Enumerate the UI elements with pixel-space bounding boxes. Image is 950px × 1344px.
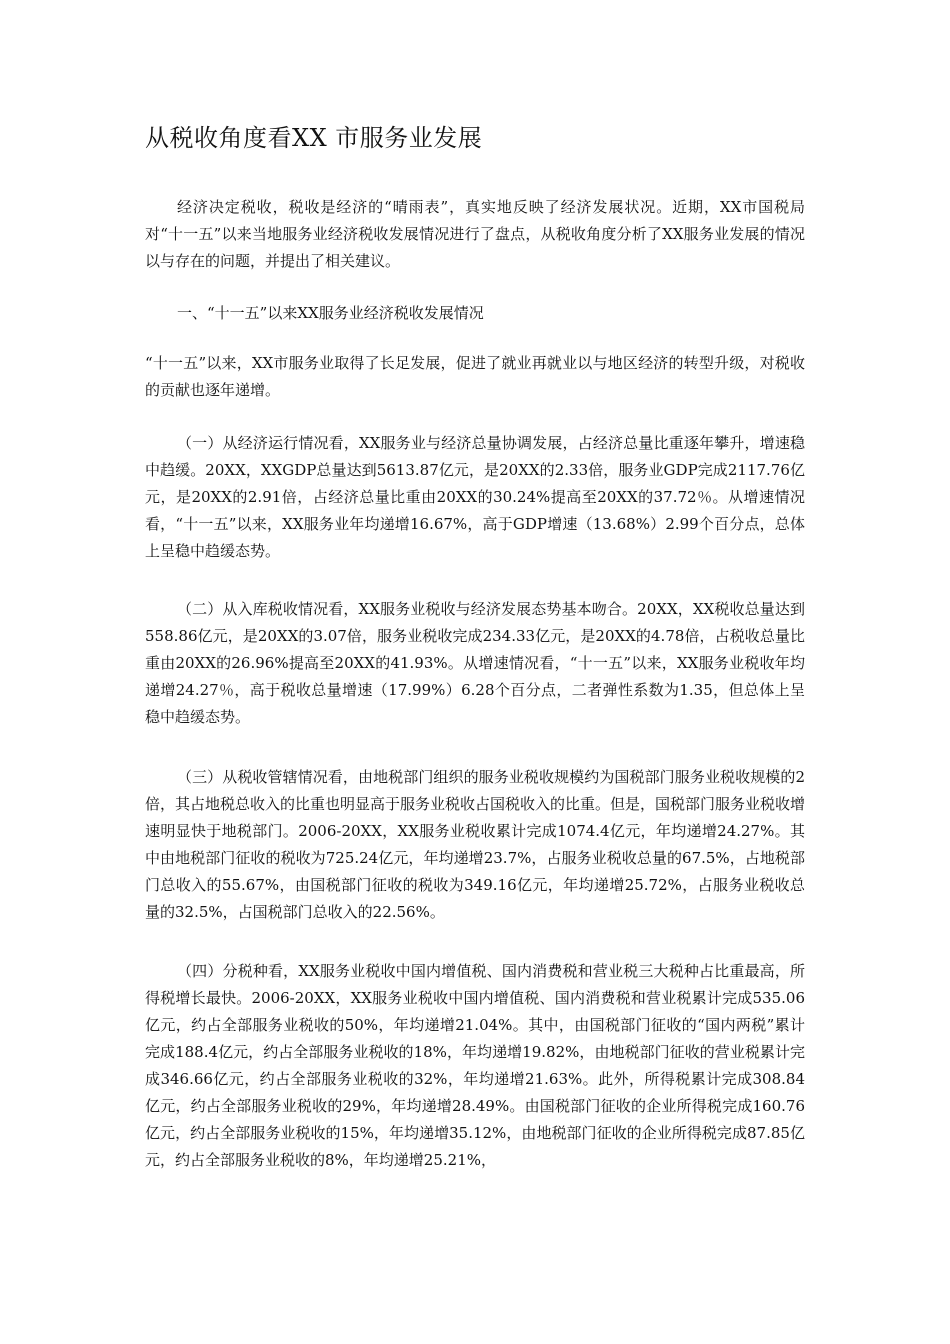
paragraph-tax-types: （四）分税种看，XX服务业税收中国内增值税、国内消费税和营业税三大税种占比重最高，所得税增长最快。2006-20XX，XX服务业税收中国内增值税、国内消费税和营业税累计完成535.06亿元，约占全部服务业税收的50%，年均递增21.04%。其中，由国税部门征收的“国内两税”累计完成188.4亿元，约占全部服务业税收的18%，年均递增19.82%，由地税部门征收的营业税累计完成346.66亿元，约占全部服务业税收的32%，年均递增21.63%。此外，所得税累计完成308.84亿元，约占全部服务业税收的29%，年均递增28.49%。由国税部门征收的企业所得税完成160.76亿元，约占全部服务业税收的15%，年均递增35.12%，由地税部门征收的企业所得税完成87.85亿元，约占全部服务业税收的8%，年均递增25.21%， — [145, 962, 805, 1169]
document-title: 从税收角度看XX 市服务业发展 — [145, 124, 483, 152]
paragraph-intro: 经济决定税收，税收是经济的“晴雨表”，真实地反映了经济发展状况。近期，XX市国税局对“十一五”以来当地服务业经济税收发展情况进行了盘点，从税收角度分析了XX服务业发展的情况以与存在的问题，并提出了相关建议。 — [145, 198, 805, 270]
paragraph-tax-revenue: （二）从入库税收情况看，XX服务业税收与经济发展态势基本吻合。20XX，XX税收总量达到558.86亿元，是20XX的3.07倍，服务业税收完成234.33亿元，是20XX的4.78倍，占税收总量比重由20XX的26.96%提高至20XX的41.93%。从增速情况看，“十一五”以来，XX服务业税收年均递增24.27％，高于税收总量增速（17.99%）6.28个百分点，二者弹性系数为1.35，但总体上呈稳中趋缓态势。 — [145, 600, 805, 726]
paragraph-economy: （一）从经济运行情况看，XX服务业与经济总量协调发展，占经济总量比重逐年攀升，增速稳中趋缓。20XX，XXGDP总量达到5613.87亿元，是20XX的2.33倍，服务业GDP完成2117.76亿元，是20XX的2.91倍，占经济总量比重由20XX的30.24%提高至20XX的37.72％。从增速情况看，“十一五”以来，XX服务业年均递增16.67%，高于GDP增速（13.68%）2.99个百分点，总体上呈稳中趋缓态势。 — [145, 434, 805, 560]
paragraph-tax-jurisdiction: （三）从税收管辖情况看，由地税部门组织的服务业税收规模约为国税部门服务业税收规模的2倍，其占地税总收入的比重也明显高于服务业税收占国税收入的比重。但是，国税部门服务业税收增速明显快于地税部门。2006-20XX，XX服务业税收累计完成1074.4亿元，年均递增24.27%。其中由地税部门征收的税收为725.24亿元，年均递增23.7%，占服务业税收总量的67.5%，占地税部门总收入的55.67%，由国税部门征收的税收为349.16亿元，年均递增25.72%，占服务业税收总量的32.5%，占国税部门总收入的22.56%。 — [145, 768, 806, 921]
section-heading-1: 一、“十一五”以来XX服务业经济税收发展情况 — [177, 304, 484, 322]
paragraph-overview: “十一五”以来，XX市服务业取得了长足发展，促进了就业再就业以与地区经济的转型升级，对税收的贡献也逐年递增。 — [145, 354, 805, 399]
